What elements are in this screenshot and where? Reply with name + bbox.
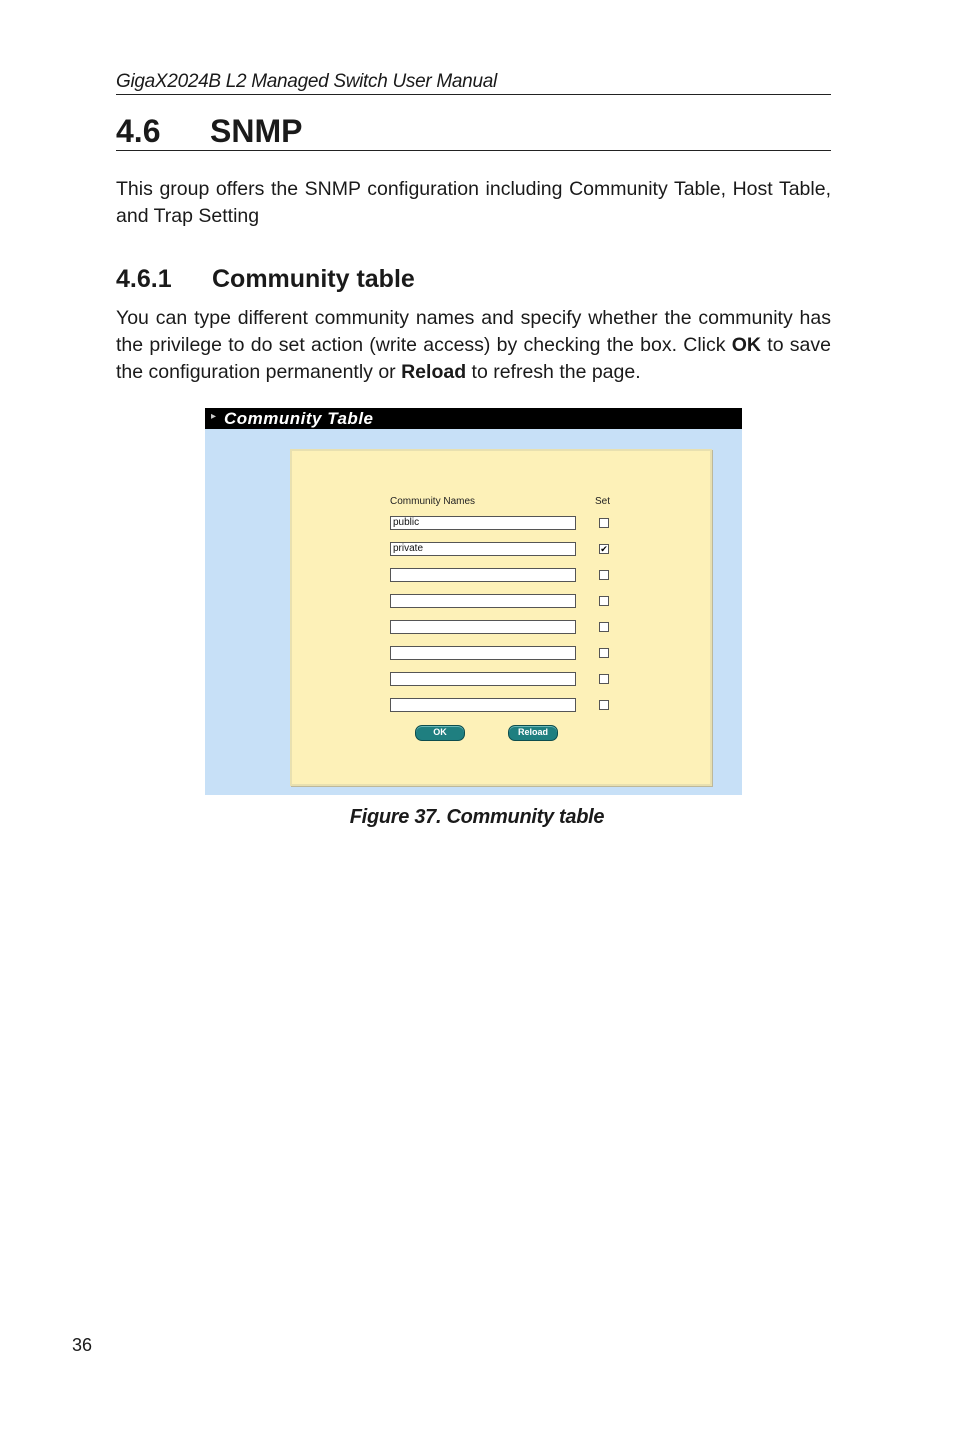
community-table-screenshot	[205, 408, 742, 795]
community-name-input[interactable]	[390, 568, 576, 582]
ok-button[interactable]: OK	[415, 725, 465, 741]
subsection-title: Community table	[212, 265, 415, 293]
body-paragraph	[116, 305, 831, 386]
checkmark-icon: ✔	[600, 544, 608, 554]
community-name-input[interactable]	[390, 672, 576, 686]
community-name-input[interactable]	[390, 698, 576, 712]
community-name-input[interactable]	[390, 646, 576, 660]
section-number: 4.6	[116, 113, 161, 149]
title-arrow-icon: ▸	[211, 411, 217, 422]
set-checkbox[interactable]	[599, 596, 609, 606]
figure-caption: Figure 37. Community table	[349, 806, 605, 828]
window-title-bar	[205, 408, 742, 429]
body-ok-term: OK	[731, 334, 762, 356]
page-number: 36	[72, 1335, 93, 1355]
set-checkbox[interactable]	[599, 518, 609, 528]
subsection-heading	[116, 264, 415, 294]
running-header: GigaX2024B L2 Managed Switch User Manual	[116, 70, 831, 95]
section-heading	[116, 112, 831, 151]
window-title: Community Table	[224, 409, 374, 428]
set-checkbox[interactable]	[599, 674, 609, 684]
set-checkbox[interactable]	[599, 622, 609, 632]
reload-button[interactable]: Reload	[508, 725, 558, 741]
body-text-2: to save the configuration permanently or	[116, 334, 831, 383]
community-name-input[interactable]: public	[390, 516, 576, 530]
community-name-input[interactable]: private	[390, 542, 576, 556]
set-checkbox[interactable]	[599, 648, 609, 658]
section-title: SNMP	[210, 113, 303, 149]
column-header-set: Set	[595, 496, 611, 507]
community-name-input[interactable]	[390, 620, 576, 634]
community-name-input[interactable]	[390, 594, 576, 608]
subsection-number: 4.6.1	[116, 265, 172, 293]
body-text-1: You can type different community names and specify whether the community has the privilege to do set action (write access) by checking the box. Click	[116, 307, 831, 356]
community-panel	[290, 449, 712, 786]
body-text-3: to refresh the page.	[466, 361, 641, 383]
set-checkbox[interactable]	[599, 544, 609, 554]
intro-paragraph: This group offers the SNMP configuration including Community Table, Host Table, and Trap Setting	[116, 178, 831, 227]
column-header-names: Community Names	[390, 496, 476, 507]
body-reload-term: Reload	[401, 361, 467, 383]
set-checkbox[interactable]	[599, 700, 609, 710]
set-checkbox[interactable]	[599, 570, 609, 580]
